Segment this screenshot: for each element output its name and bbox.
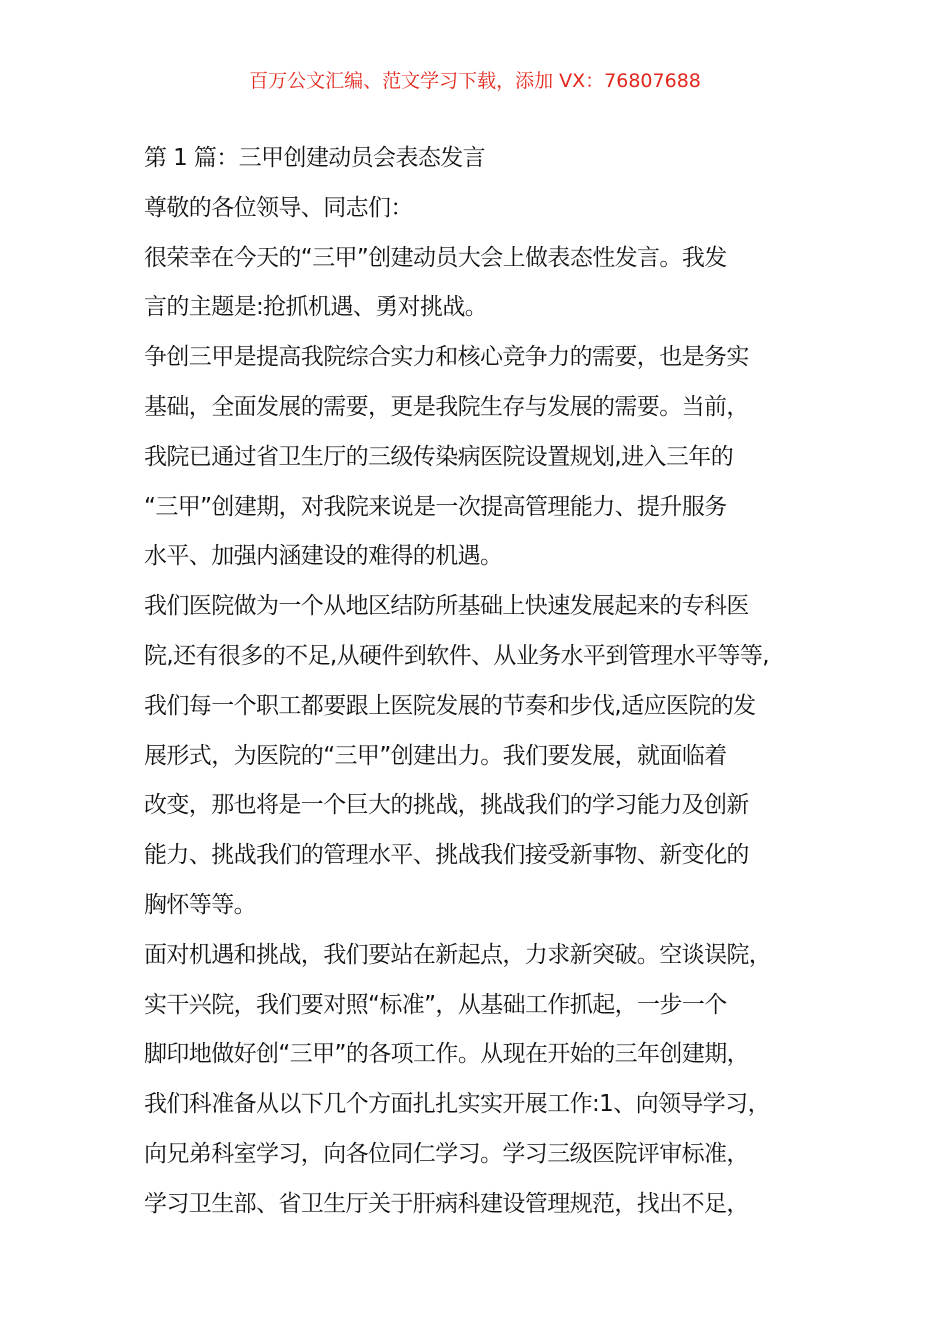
text-line: 言的主题是:抢抓机遇、勇对挑战。	[144, 294, 488, 321]
text-line: 争创三甲是提高我院综合实力和核心竞争力的需要，也是务实	[144, 344, 749, 371]
text-line: 院,还有很多的不足,从硬件到软件、从业务水平到管理水平等等,	[144, 642, 769, 669]
text-line: 我们每一个职工都要跟上医院发展的节奏和步伐,适应医院的发	[144, 692, 756, 719]
text-line: 脚印地做好创“三甲”的各项工作。从现在开始的三年创建期，	[144, 1041, 750, 1068]
text-line: 胸怀等等。	[144, 891, 257, 918]
text-line: 实干兴院，我们要对照“标准”，从基础工作抓起，一步一个	[144, 991, 727, 1018]
text-line: 展形式，为医院的“三甲”创建出力。我们要发展，就面临着	[144, 742, 727, 769]
text-line: 水平、加强内涵建设的难得的机遇。	[144, 543, 503, 570]
text-line: 我院已通过省卫生厅的三级传染病医院设置规划,进入三年的	[144, 443, 734, 470]
text-line: 尊敬的各位领导、同志们：	[144, 194, 413, 221]
document-body	[144, 134, 864, 1230]
text-line: 很荣幸在今天的“三甲”创建动员大会上做表态性发言。我发	[144, 244, 727, 271]
text-line: 我们医院做为一个从地区结防所基础上快速发展起来的专科医	[144, 593, 749, 620]
document-title: 第 1 篇：三甲创建动员会表态发言	[144, 145, 486, 171]
watermark-header: 百万公文汇编、范文学习下载，添加 VX：76807688	[249, 70, 701, 92]
text-line: 基础，全面发展的需要，更是我院生存与发展的需要。当前，	[144, 393, 749, 420]
text-line: 向兄弟科室学习，向各位同仁学习。学习三级医院评审标准，	[144, 1140, 749, 1167]
text-line: 面对机遇和挑战，我们要站在新起点，力求新突破。空谈误院，	[144, 941, 772, 968]
text-line: 能力、挑战我们的管理水平、挑战我们接受新事物、新变化的	[144, 842, 749, 869]
text-line: 改变，那也将是一个巨大的挑战，挑战我们的学习能力及创新	[144, 792, 749, 819]
text-line: 我们科准备从以下几个方面扎扎实实开展工作:1、向领导学习，	[144, 1091, 770, 1118]
text-line: 学习卫生部、省卫生厅关于肝病科建设管理规范，找出不足，	[144, 1190, 749, 1217]
text-line: “三甲”创建期，对我院来说是一次提高管理能力、提升服务	[144, 493, 727, 520]
